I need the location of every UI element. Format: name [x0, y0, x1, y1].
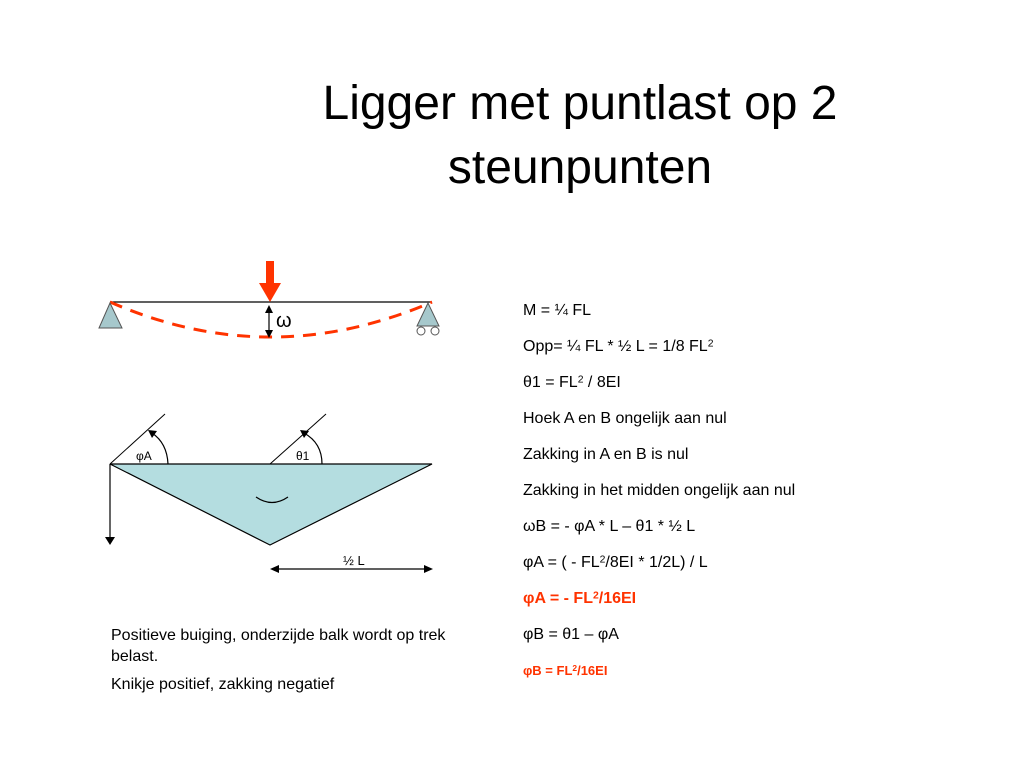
formula-text: Zakking in het midden ongelijk aan nul	[523, 482, 796, 499]
half-length-label: ½ L	[343, 553, 365, 568]
moment-diagram	[105, 414, 433, 573]
formula-exponent: 2	[707, 338, 714, 350]
formula-text: φB = FL	[523, 663, 573, 678]
formula-line	[523, 408, 1003, 444]
formula-text-suffix: /8EI * 1/2L) / L	[605, 554, 708, 571]
formula-exponent: 2	[572, 663, 578, 674]
formula-list	[523, 300, 1003, 696]
formula-text: Opp= ¼ FL * ½ L = 1/8 FL	[523, 338, 708, 355]
formula-exponent: 2	[592, 590, 599, 602]
formula-line	[523, 300, 1003, 336]
formula-line	[523, 516, 1003, 552]
formula-line	[523, 624, 1003, 660]
formula-line	[523, 588, 1003, 624]
formula-text: φA = ( - FL	[523, 554, 600, 571]
formula-text: Zakking in A en B is nul	[523, 446, 689, 463]
formula-line	[523, 660, 1003, 696]
title-line-2: steunpunten	[447, 141, 713, 194]
formula-line	[523, 552, 1003, 588]
formula-text: M = ¼ FL	[523, 302, 592, 319]
formula-exponent: 2	[599, 554, 606, 566]
formula-text: Hoek A en B ongelijk aan nul	[523, 410, 727, 427]
formula-text-suffix: /16EI	[577, 663, 608, 678]
formula-text: ωB = - φA * L – θ1 * ½ L	[523, 518, 696, 535]
note-bending: Positieve buiging, onderzijde balk wordt op trek belast.	[111, 627, 446, 665]
notes	[111, 625, 481, 702]
deflection-symbol: ω	[276, 310, 292, 332]
formula-exponent: 2	[577, 374, 584, 386]
formula-text: φA = - FL	[523, 590, 593, 607]
formula-text-suffix: / 8EI	[583, 374, 621, 391]
load-arrow-icon	[259, 261, 281, 302]
title-line-1: Ligger met puntlast op 2	[322, 77, 838, 130]
deflection-dimension-arrow-icon	[265, 305, 273, 338]
formula-line	[523, 480, 1003, 516]
formula-line	[523, 444, 1003, 480]
moment-area	[110, 464, 432, 545]
formula-line	[523, 336, 1003, 372]
formula-text: φB = θ1 – φA	[523, 626, 619, 643]
formula-line	[523, 372, 1003, 408]
note-sign-convention: Knikje positief, zakking negatief	[111, 676, 335, 693]
formula-text-suffix: /16EI	[598, 590, 637, 607]
angle-a-label: φA	[136, 449, 152, 463]
beam-diagram	[99, 261, 439, 338]
angle-theta-label: θ1	[296, 449, 310, 463]
down-arrow-icon	[105, 464, 115, 545]
formula-text: θ1 = FL	[523, 374, 578, 391]
